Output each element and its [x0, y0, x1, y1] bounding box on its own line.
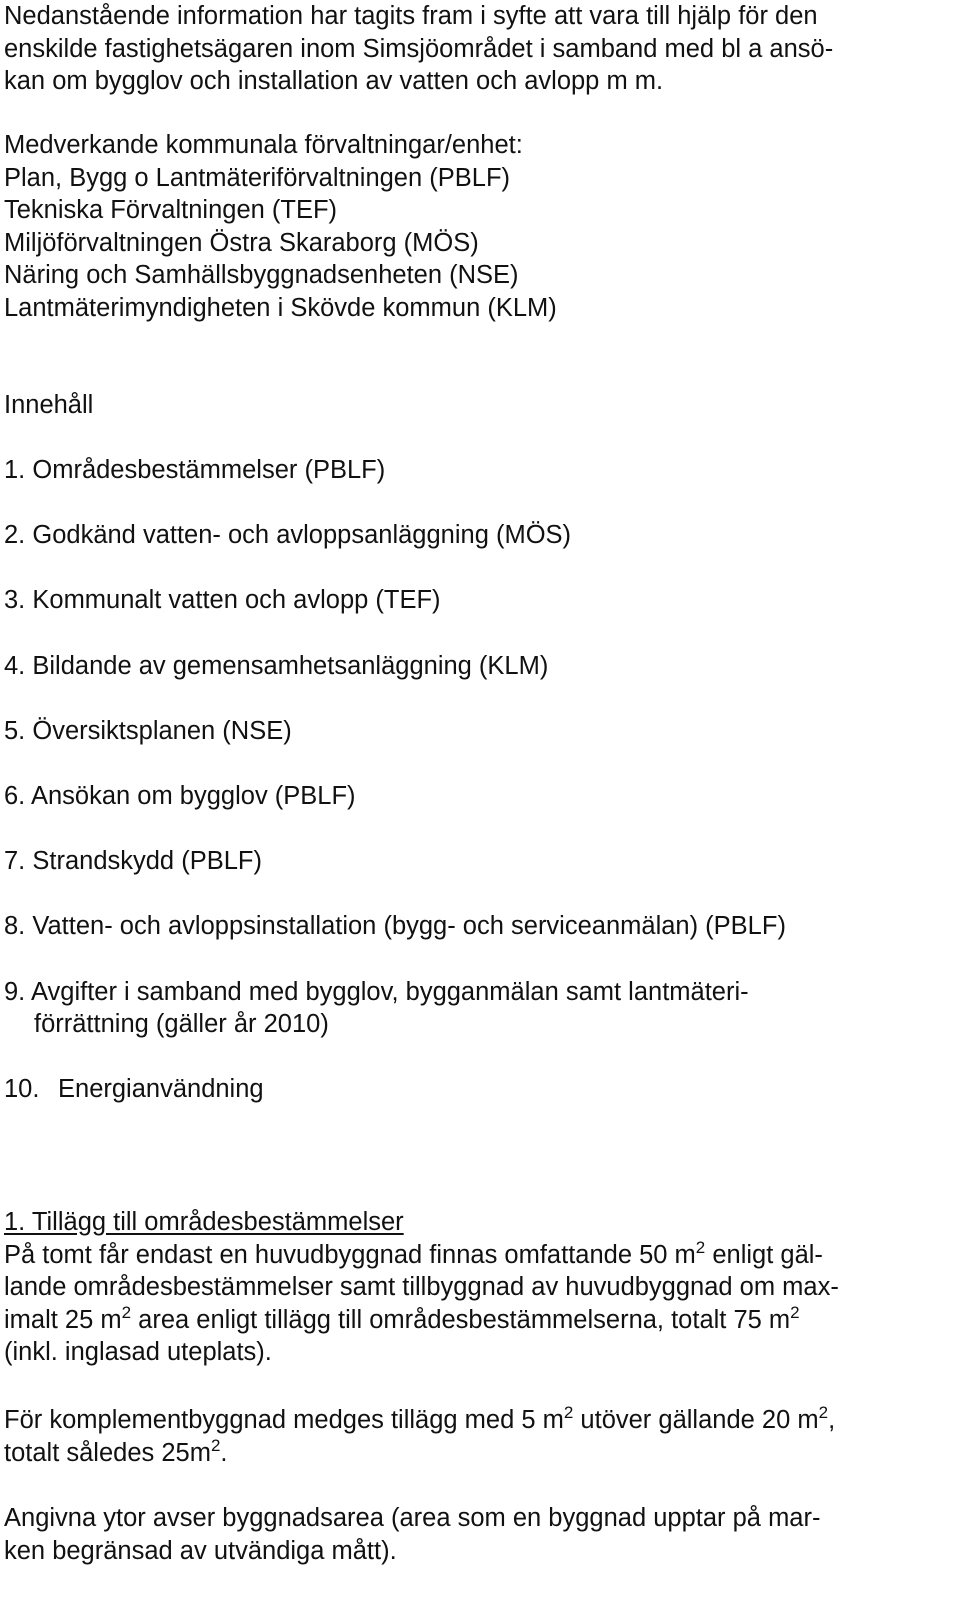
- toc-item: [4, 780, 786, 845]
- toc-item: [4, 650, 786, 715]
- section-paragraph-line: Angivna ytor avser byggnadsarea (area som en byggnad upptar på mar-: [4, 1504, 821, 1532]
- superscript: 2: [695, 1237, 706, 1257]
- text-run: På tomt får endast en huvudbyggnad finnas omfattande 50 m: [4, 1240, 696, 1269]
- text-run: area enligt tillägg till områdesbestämmelserna, totalt 75 m: [131, 1305, 791, 1334]
- intro-paragraph: [4, 0, 833, 98]
- text-run: För komplementbyggnad medges tillägg med 5 m: [4, 1406, 564, 1434]
- section-paragraph-line: [4, 1239, 839, 1272]
- agencies-block: [4, 129, 557, 325]
- toc-item-number: 6.: [4, 781, 26, 810]
- agency-item: Plan, Bygg o Lantmäteriförvaltningen (PBLF): [4, 163, 511, 192]
- toc-item-text: Strandskydd (PBLF): [32, 847, 262, 876]
- text-run: totalt således 25m: [4, 1438, 211, 1467]
- section-paragraph-line: [4, 1437, 835, 1470]
- toc-item-number: 8.: [4, 912, 26, 941]
- agency-item: Näring och Samhällsbyggnadsenheten (NSE): [4, 261, 519, 290]
- superscript: 2: [210, 1435, 221, 1455]
- toc-item-number: 3.: [4, 586, 26, 615]
- toc-heading: Innehåll: [4, 391, 94, 419]
- toc-item-number: 9.: [4, 977, 26, 1006]
- toc-item-text: Översiktsplanen (NSE): [32, 716, 292, 745]
- toc-item-text: Kommunalt vatten och avlopp (TEF): [32, 586, 441, 615]
- intro-line: enskilde fastighetsägaren inom Simsjöområdet i samband med bl a ansö-: [4, 34, 834, 63]
- toc-item-text: Ansökan om bygglov (PBLF): [30, 781, 356, 810]
- toc-item-number: 5.: [4, 716, 26, 745]
- toc-item-number: 7.: [4, 847, 26, 876]
- section-paragraph-line: (inkl. inglasad uteplats).: [4, 1338, 272, 1367]
- section-paragraph-2: [4, 1404, 835, 1469]
- toc-item: [4, 454, 786, 519]
- agency-item: Miljöförvaltningen Östra Skaraborg (MÖS): [4, 228, 479, 257]
- text-run: .: [220, 1438, 228, 1467]
- toc-item-number: 4.: [4, 651, 26, 680]
- toc-item: [4, 715, 786, 780]
- toc-item-text: Bildande av gemensamhetsanläggning (KLM): [32, 651, 549, 680]
- agencies-heading: Medverkande kommunala förvaltningar/enhet:: [4, 131, 523, 159]
- agency-item: Tekniska Förvaltningen (TEF): [4, 196, 338, 225]
- toc-item-text: Energianvändning: [58, 1075, 264, 1104]
- intro-line: Nedanstående information har tagits fram i syfte att vara till hjälp för den: [4, 2, 818, 30]
- agency-item: Lantmäterimyndigheten i Skövde kommun (KLM): [4, 293, 557, 322]
- superscript: 2: [818, 1403, 829, 1422]
- toc-item: [4, 519, 786, 584]
- intro-line: kan om bygglov och installation av vatten och avlopp m m.: [4, 67, 664, 96]
- superscript: 2: [121, 1302, 132, 1322]
- superscript: 2: [563, 1403, 574, 1422]
- section-heading: 1. Tillägg till områdesbestämmelser: [4, 1208, 404, 1236]
- text-run: utöver gällande 20 m: [573, 1406, 819, 1434]
- text-run: enligt gäl-: [705, 1240, 823, 1269]
- section-paragraph-line: [4, 1404, 835, 1437]
- toc-item: [4, 1073, 786, 1138]
- toc-item-text: Områdesbestämmelser (PBLF): [32, 456, 386, 484]
- section-paragraph-line: lande områdesbestämmelser samt tillbyggnad av huvudbyggnad om max-: [4, 1273, 839, 1302]
- section-1: [4, 1206, 839, 1369]
- toc-item-number: 10.: [4, 1075, 40, 1104]
- section-paragraph-line: ken begränsad av utvändiga mått).: [4, 1536, 397, 1565]
- toc-item: [4, 845, 786, 910]
- toc-item: [4, 976, 786, 1074]
- toc-item: [4, 910, 786, 975]
- toc-item-text: Vatten- och avloppsinstallation (bygg- och serviceanmälan) (PBLF): [32, 912, 786, 941]
- text-run: ,: [828, 1406, 836, 1434]
- toc-item-number: 2.: [4, 521, 26, 550]
- section-paragraph-3: [4, 1502, 820, 1567]
- toc-item-number: 1.: [4, 456, 26, 484]
- toc-item-text: Avgifter i samband med bygglov, bygganmälan samt lantmäteri-: [30, 977, 749, 1006]
- toc-item-text-continued: förrättning (gäller år 2010): [34, 1010, 329, 1039]
- toc-item: [4, 584, 786, 649]
- superscript: 2: [790, 1302, 800, 1322]
- section-paragraph-line: [4, 1304, 839, 1337]
- toc-item-text: Godkänd vatten- och avloppsanläggning (MÖS): [32, 521, 572, 550]
- text-run: imalt 25 m: [4, 1305, 122, 1334]
- table-of-contents: [4, 454, 786, 1138]
